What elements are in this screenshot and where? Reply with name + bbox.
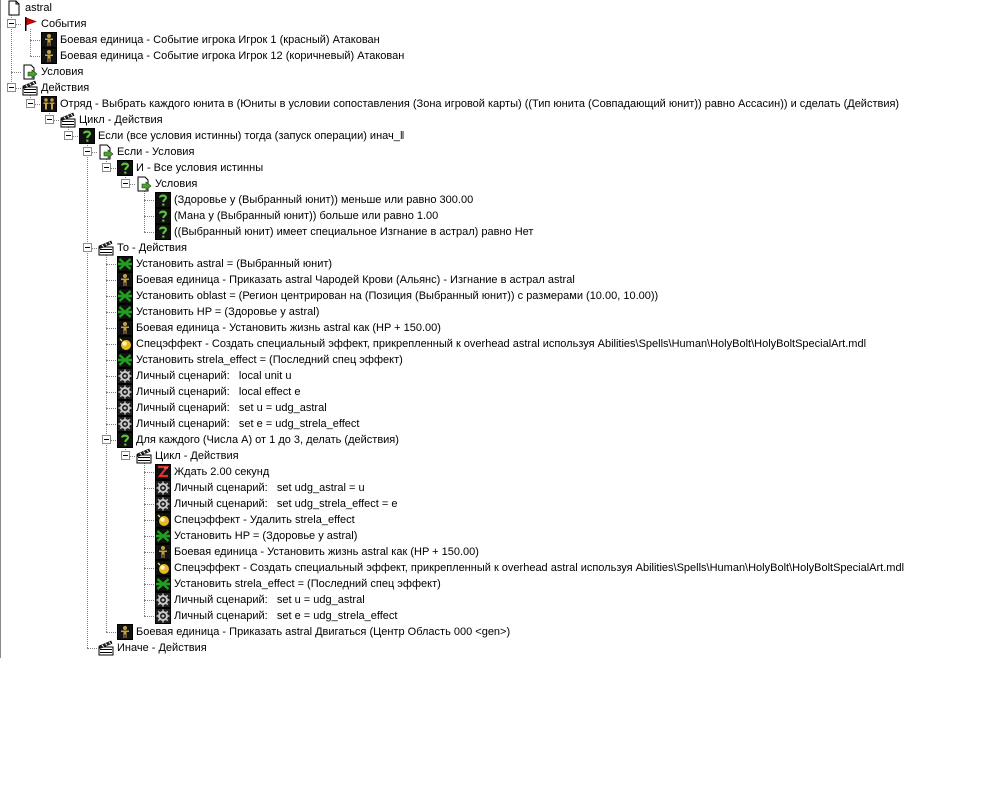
tree-node[interactable] <box>0 592 997 608</box>
tree-node-label: Условия <box>41 66 84 78</box>
tree-node[interactable] <box>0 64 997 80</box>
tree-connector <box>106 328 116 329</box>
tree-node-label: Для каждого (Числа A) от 1 до 3, делать (действия) <box>136 434 399 446</box>
tree-node[interactable] <box>0 352 997 368</box>
tree-node[interactable] <box>0 416 997 432</box>
red-flag-icon <box>22 16 38 32</box>
tree-connector <box>144 504 154 505</box>
tree-node[interactable] <box>0 112 997 128</box>
tree-node[interactable] <box>0 512 997 528</box>
tree-connector <box>30 40 40 41</box>
tree-node[interactable] <box>0 176 997 192</box>
conditions-icon <box>98 144 114 160</box>
document-icon <box>6 0 22 16</box>
tree-node[interactable] <box>0 288 997 304</box>
tree-node-label: Если - Условия <box>117 146 195 158</box>
tree-node[interactable] <box>0 528 997 544</box>
custom-script-icon <box>155 592 171 608</box>
set-variable-icon <box>117 352 133 368</box>
collapse-toggle[interactable] <box>26 99 35 108</box>
collapse-toggle[interactable] <box>7 19 16 28</box>
tree-node[interactable] <box>0 240 997 256</box>
tree-node-label: Если (все условия истинны) тогда (запуск операции) инач_ǁ <box>98 130 405 142</box>
tree-node-label: Иначе - Действия <box>117 642 207 654</box>
tree-node-label: Боевая единица - Событие игрока Игрок 1 (красный) Атакован <box>60 34 380 46</box>
unit-icon <box>155 544 171 560</box>
collapse-toggle[interactable] <box>121 451 130 460</box>
tree-node-label: Личный сценарий: set e = udg_strela_effect <box>136 418 360 430</box>
tree-connector <box>106 632 116 633</box>
wait-icon <box>155 464 171 480</box>
collapse-toggle[interactable] <box>121 179 130 188</box>
tree-connector <box>144 472 154 473</box>
tree-connector <box>144 600 154 601</box>
tree-node-label: События <box>41 18 87 30</box>
tree-node[interactable] <box>0 224 997 240</box>
tree-node[interactable] <box>0 16 997 32</box>
tree-connector <box>144 584 154 585</box>
collapse-toggle[interactable] <box>64 131 73 140</box>
tree-node[interactable] <box>0 496 997 512</box>
tree-node[interactable] <box>0 544 997 560</box>
collapse-toggle[interactable] <box>102 435 111 444</box>
tree-node[interactable] <box>0 48 997 64</box>
set-variable-icon <box>155 576 171 592</box>
tree-node[interactable] <box>0 576 997 592</box>
question-icon <box>79 128 95 144</box>
tree-node[interactable] <box>0 256 997 272</box>
unit-icon <box>41 32 57 48</box>
tree-node[interactable] <box>0 368 997 384</box>
tree-node-label: ((Выбранный юнит) имеет специальное Изгнание в астрал) равно Нет <box>174 226 534 238</box>
tree-node-label: Боевая единица - Приказать astral Двигаться (Центр Область 000 <gen>) <box>136 626 511 638</box>
tree-node-label: Установить strela_effect = (Последний спец эффект) <box>136 354 403 366</box>
question-icon <box>117 160 133 176</box>
tree-connector <box>106 424 116 425</box>
tree-connector <box>30 56 40 57</box>
tree-node-label: Личный сценарий: set e = udg_strela_effect <box>174 610 398 622</box>
tree-node[interactable] <box>0 128 997 144</box>
tree-node-label: (Мана у (Выбранный юнит)) больше или равно 1.00 <box>174 210 439 222</box>
tree-node[interactable] <box>0 272 997 288</box>
set-variable-icon <box>117 288 133 304</box>
tree-node-label: Боевая единица - Событие игрока Игрок 12 (коричневый) Атакован <box>60 50 405 62</box>
unit-group-icon <box>41 96 57 112</box>
tree-connector <box>144 200 154 201</box>
tree-node-label: astral <box>25 2 52 14</box>
tree-node-label: Личный сценарий: local unit u <box>136 370 292 382</box>
tree-node-label: Установить oblast = (Регион центрирован на (Позиция (Выбранный юнит)) с размерами (10.00, 10.00)) <box>136 290 659 302</box>
tree-node-label: Спецэффект - Удалить strela_effect <box>174 514 355 526</box>
tree-connector <box>11 72 21 73</box>
tree-node-label: Спецэффект - Создать специальный эффект, прикрепленный к overhead astral используя Abilities\Spells\Human\HolyBolt\HolyBoltSpecialArt.mdl <box>136 338 867 350</box>
tree-node[interactable] <box>0 96 997 112</box>
tree-node[interactable] <box>0 640 997 656</box>
tree-node-label: Условия <box>155 178 198 190</box>
tree-node[interactable] <box>0 624 997 640</box>
tree-node-label: Установить strela_effect = (Последний спец эффект) <box>174 578 441 590</box>
custom-script-icon <box>155 496 171 512</box>
collapse-toggle[interactable] <box>45 115 54 124</box>
tree-node[interactable] <box>0 32 997 48</box>
tree-node[interactable] <box>0 464 997 480</box>
tree-connector <box>106 312 116 313</box>
custom-script-icon <box>117 416 133 432</box>
clapperboard-icon <box>98 640 114 656</box>
tree-connector <box>106 296 116 297</box>
tree-connector <box>144 536 154 537</box>
tree-node[interactable] <box>0 384 997 400</box>
tree-connector <box>144 552 154 553</box>
tree-node-label: Действия <box>41 82 90 94</box>
tree-node-label: (Здоровье у (Выбранный юнит)) меньше или равно 300.00 <box>174 194 474 206</box>
tree-node-label: Личный сценарий: set udg_strela_effect = e <box>174 498 398 510</box>
unit-icon <box>41 48 57 64</box>
tree-node-label: Установить astral = (Выбранный юнит) <box>136 258 333 270</box>
tree-node[interactable] <box>0 480 997 496</box>
set-variable-icon <box>155 528 171 544</box>
custom-script-icon <box>155 608 171 624</box>
tree-node-label: Цикл - Действия <box>79 114 163 126</box>
collapse-toggle[interactable] <box>83 243 92 252</box>
custom-script-icon <box>117 400 133 416</box>
tree-node-label: Установить HP = (Здоровье у astral) <box>174 530 358 542</box>
tree-node-label: То - Действия <box>117 242 187 254</box>
tree-node-label: Установить HP = (Здоровье у astral) <box>136 306 320 318</box>
clapperboard-icon <box>136 448 152 464</box>
tree-connector <box>144 568 154 569</box>
special-effect-icon <box>155 512 171 528</box>
tree-connector <box>106 344 116 345</box>
tree-node-label: Отряд - Выбрать каждого юнита в (Юниты в условии сопоставления (Зона игровой карты) ((Тип юнита (Совпадающий юнит)) равно Ассасин)) и сделать (Действия) <box>60 98 900 110</box>
set-variable-icon <box>117 256 133 272</box>
tree-node-label: Цикл - Действия <box>155 450 239 462</box>
tree-node[interactable] <box>0 192 997 208</box>
tree-node[interactable] <box>0 336 997 352</box>
tree-connector <box>87 648 97 649</box>
tree-node[interactable] <box>0 448 997 464</box>
clapperboard-icon <box>98 240 114 256</box>
tree-connector <box>106 376 116 377</box>
collapse-toggle[interactable] <box>102 163 111 172</box>
tree-node[interactable] <box>0 608 997 624</box>
tree-node-label: Личный сценарий: set u = udg_astral <box>174 594 365 606</box>
tree-connector <box>144 520 154 521</box>
tree-node[interactable] <box>0 144 997 160</box>
set-variable-icon <box>117 304 133 320</box>
custom-script-icon <box>117 368 133 384</box>
unit-icon <box>117 272 133 288</box>
question-icon <box>155 192 171 208</box>
tree-node-label: Боевая единица - Установить жизнь astral как (HP + 150.00) <box>174 546 479 558</box>
tree-connector <box>144 232 154 233</box>
tree-node[interactable] <box>0 0 997 16</box>
tree-connector <box>106 264 116 265</box>
tree-connector <box>144 216 154 217</box>
collapse-toggle[interactable] <box>83 147 92 156</box>
tree-node-label: Боевая единица - Приказать astral Чародей Крови (Альянс) - Изгнание в астрал astral <box>136 274 575 286</box>
tree-connector <box>144 616 154 617</box>
tree-node-label: Боевая единица - Установить жизнь astral как (HP + 150.00) <box>136 322 441 334</box>
custom-script-icon <box>155 480 171 496</box>
tree-node-label: И - Все условия истинны <box>136 162 264 174</box>
question-icon <box>155 208 171 224</box>
tree-node[interactable] <box>0 432 997 448</box>
special-effect-icon <box>117 336 133 352</box>
tree-connector <box>106 408 116 409</box>
conditions-icon <box>22 64 38 80</box>
tree-node[interactable] <box>0 80 997 96</box>
tree-node[interactable] <box>0 304 997 320</box>
tree-node-label: Ждать 2.00 секунд <box>174 466 270 478</box>
tree-node-label: Личный сценарий: set u = udg_astral <box>136 402 327 414</box>
unit-icon <box>117 320 133 336</box>
question-icon <box>155 224 171 240</box>
clapperboard-icon <box>60 112 76 128</box>
special-effect-icon <box>155 560 171 576</box>
tree-node[interactable] <box>0 320 997 336</box>
unit-icon <box>117 624 133 640</box>
tree-connector <box>106 392 116 393</box>
tree-connector <box>144 488 154 489</box>
conditions-icon <box>136 176 152 192</box>
question-icon <box>117 432 133 448</box>
collapse-toggle[interactable] <box>7 83 16 92</box>
tree-connector <box>106 280 116 281</box>
tree-node[interactable] <box>0 400 997 416</box>
tree-connector <box>106 360 116 361</box>
tree-node[interactable] <box>0 208 997 224</box>
tree-node-label: Личный сценарий: local effect e <box>136 386 301 398</box>
tree-node-label: Личный сценарий: set udg_astral = u <box>174 482 365 494</box>
custom-script-icon <box>117 384 133 400</box>
tree-node[interactable] <box>0 560 997 576</box>
tree-node-label: Спецэффект - Создать специальный эффект, прикрепленный к overhead astral используя Abilities\Spells\Human\HolyBolt\HolyBoltSpecialArt.mdl <box>174 562 905 574</box>
tree-node[interactable] <box>0 160 997 176</box>
clapperboard-icon <box>22 80 38 96</box>
